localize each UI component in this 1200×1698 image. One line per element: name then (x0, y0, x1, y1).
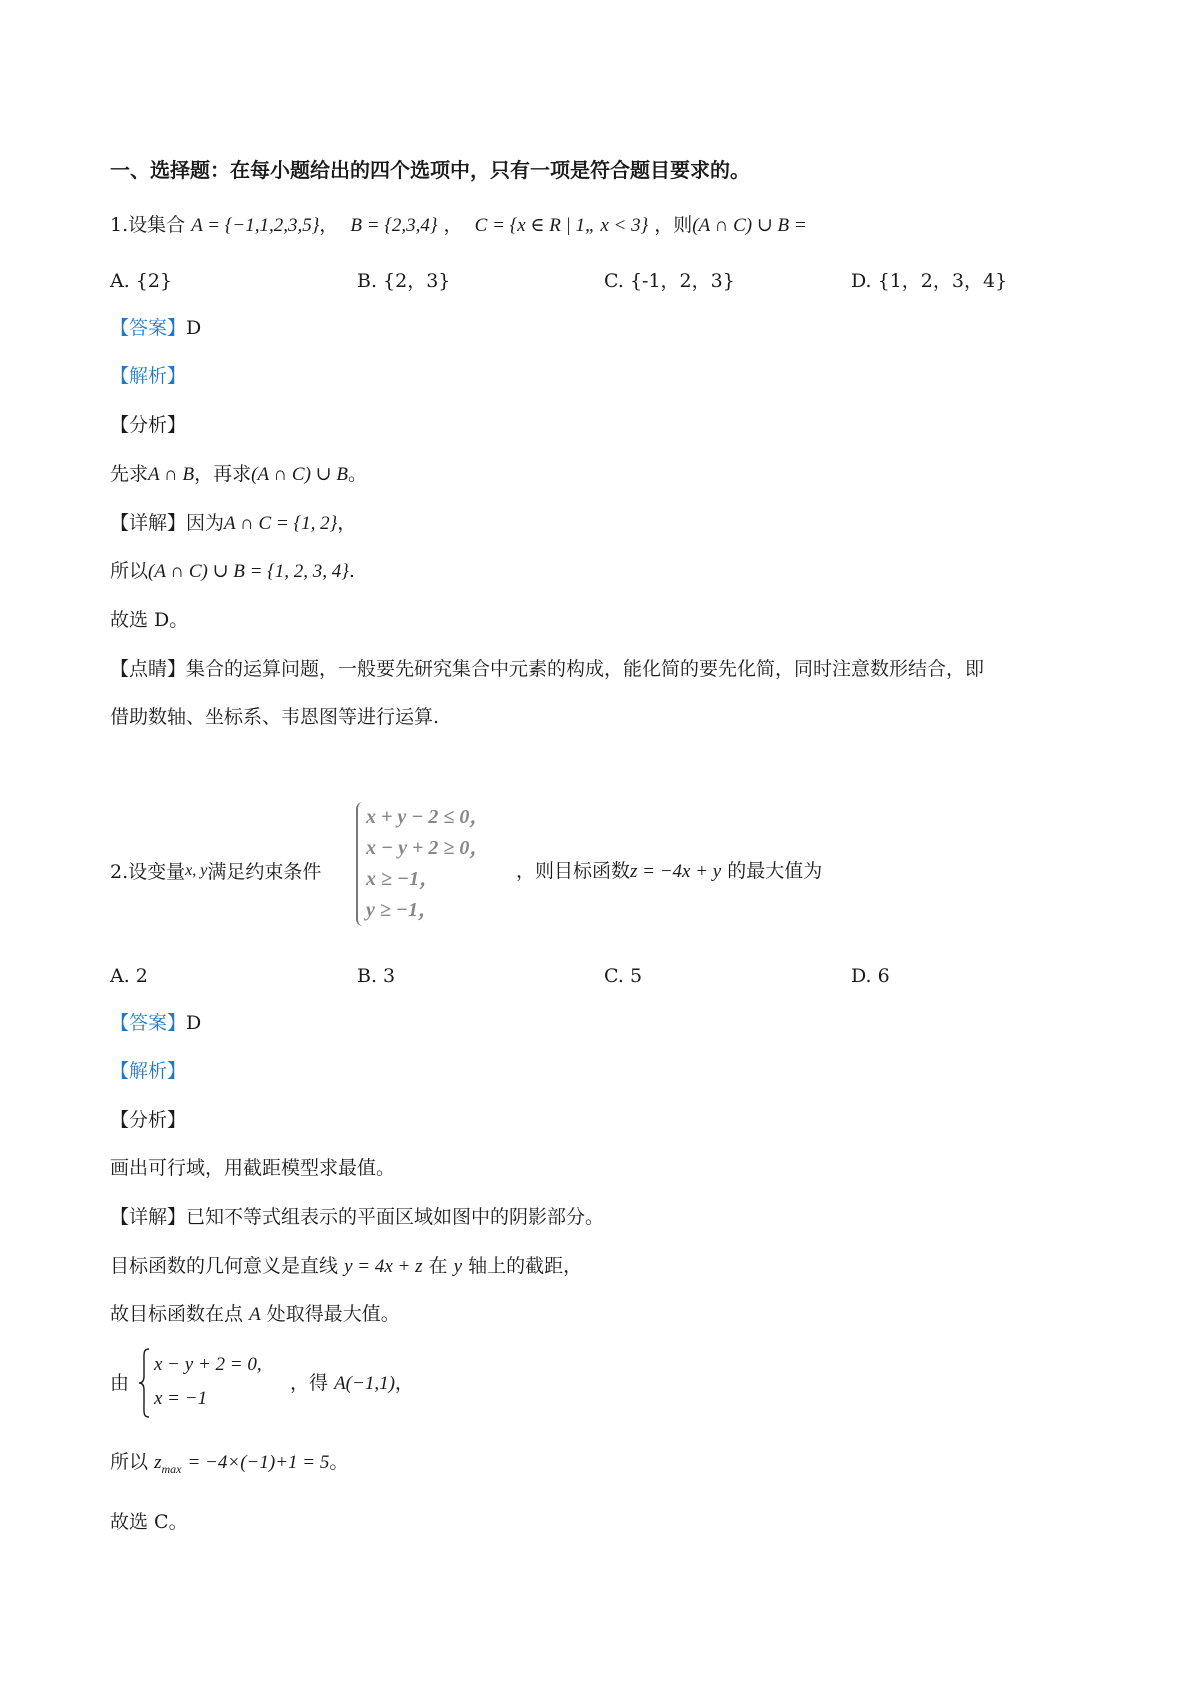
q1-fenxi-end: 。 (347, 463, 367, 485)
q2-fenxi-text: 画出可行域，用截距模型求最值。 (110, 1157, 396, 1179)
q2-constraint-3: x ≥ −1， (366, 868, 440, 890)
q1-option-a: A. {2} (110, 270, 173, 292)
q2-xiangjie-tag: 【详解】 (110, 1206, 187, 1228)
q1-option-d: D. {1，2，3，4} (851, 270, 1008, 292)
q1-dianjing (110, 655, 984, 683)
q1-conclusion: 故选 D。 (110, 609, 189, 631)
q1-xiangjie-end: ， (337, 512, 357, 534)
q2-zmax (110, 1448, 348, 1483)
q2-constraint-system (356, 802, 489, 926)
q1-answer (110, 314, 201, 342)
q2-geometric-meaning (110, 1252, 582, 1281)
q1-jiexi-tag: 【解析】 (110, 365, 187, 387)
q2-stem-pre: 2.设变量 (110, 861, 186, 883)
q2-equation-system (154, 1348, 262, 1416)
q2-stem-right (516, 857, 822, 886)
q1-answer-tag: 【答案】 (110, 317, 187, 339)
q2-constraint-2: x − y + 2 ≥ 0， (366, 837, 490, 859)
q1-option-c: C. {-1，2，3} (604, 270, 735, 292)
q2-fenxi-tag: 【分析】 (110, 1109, 187, 1131)
q2-solution (290, 1369, 414, 1398)
q1-stem-text: 1.设集合 (110, 214, 186, 236)
q1-fenxi-expr1: A ∩ B (148, 464, 195, 485)
q1-fenxi-text2: ，再求 (194, 463, 252, 485)
q1-fenxi-tag: 【分析】 (110, 414, 187, 436)
q2-de-text: ，得 (290, 1372, 329, 1394)
q2-point-a: A(−1,1) (334, 1373, 395, 1394)
q1-result-end: . (348, 560, 355, 582)
q1-stem-expr: (A ∩ C) ∪ B = (692, 215, 807, 236)
section-heading: 一、选择题：在每小题给出的四个选项中，只有一项是符合题目要求的。 (110, 158, 750, 182)
q2-stem-vars: x, y (185, 862, 208, 879)
q1-result-expr: (A ∩ C) ∪ B = {1, 2, 3, 4} (148, 561, 349, 582)
q2-max-text2: 处取得最大值。 (266, 1303, 400, 1325)
q2-stem-mid: 满足约束条件 (207, 861, 322, 883)
brace-symbol (138, 1348, 150, 1418)
q1-dianjing-2: 借助数轴、坐标系、韦恩图等进行运算. (110, 706, 440, 728)
q1-result (110, 557, 355, 586)
q2-xiangjie (110, 1203, 604, 1231)
q2-geo-text3: 轴上的截距， (468, 1255, 583, 1277)
q2-option-d: D. 6 (851, 965, 890, 987)
q2-stem-left (110, 857, 321, 886)
q1-xiangjie-expr: A ∩ C = {1, 2} (224, 513, 338, 534)
q2-xiangjie-text: 已知不等式组表示的平面区域如图中的阴影部分。 (186, 1206, 605, 1228)
q2-equation-2: x = −1 (154, 1388, 208, 1409)
q2-conclusion: 故选 C。 (110, 1511, 188, 1533)
q1-xiangjie-text: 因为 (186, 512, 225, 534)
q2-stem-end: 的最大值为 (727, 860, 823, 882)
q2-option-a: A. 2 (110, 965, 148, 987)
q1-fenxi-expr2: (A ∩ C) ∪ B (251, 464, 348, 485)
q2-stem-post: ，则目标函数 (516, 860, 631, 882)
q1-set-c: C = {x ∈ R | 1„ x < 3} (474, 215, 649, 236)
q1-set-a: A = {−1,1,2,3,5} (191, 215, 320, 236)
q2-answer-tag: 【答案】 (110, 1012, 187, 1034)
q2-geo-text2: 在 (428, 1255, 448, 1277)
q2-answer-value: D (186, 1012, 202, 1034)
q2-max-text: 故目标函数在点 (110, 1303, 244, 1325)
q1-option-b: B. {2，3} (357, 270, 451, 292)
q2-constraint-4: y ≥ −1， (366, 899, 438, 921)
q2-answer (110, 1009, 201, 1037)
q2-max-point (110, 1300, 400, 1329)
q1-answer-value: D (186, 317, 202, 339)
q2-geo-axis: y (453, 1256, 463, 1277)
q2-jiexi-tag: 【解析】 (110, 1060, 187, 1082)
q2-de-end: ， (394, 1372, 414, 1394)
q1-stem-then: ，则 (654, 214, 693, 236)
q1-fenxi-text: 先求 (110, 463, 149, 485)
q2-zmax-pre: 所以 (110, 1451, 149, 1473)
q2-constraint-1: x + y − 2 ≤ 0， (366, 806, 490, 828)
q1-result-text: 所以 (110, 560, 149, 582)
q1-dianjing-text1: 集合的运算问题，一般要先研究集合中元素的构成，能化简的要先化简，同时注意数形结合，即 (186, 658, 985, 680)
q1-set-b: B = {2,3,4} (350, 215, 438, 236)
q2-you-label: 由 (110, 1372, 130, 1394)
q1-stem: 1.设集合 A = {−1,1,2,3,5}， B = {2,3,4} ， C = {x ∈ R | 1„ x < 3} ，则(A ∩ C) ∪ B = (110, 214, 807, 236)
q1-fenxi-line (110, 460, 367, 489)
q2-zmax-expr: = −4×(−1)+1 = 5 (187, 1452, 330, 1473)
q2-max-point-label: A (249, 1304, 261, 1325)
q2-zmax-end: 。 (329, 1451, 349, 1473)
q2-geo-text: 目标函数的几何意义是直线 (110, 1255, 339, 1277)
q2-objective: z = −4x + y (630, 861, 722, 882)
q2-equation-1: x − y + 2 = 0, (154, 1354, 262, 1375)
q2-option-c: C. 5 (604, 965, 643, 987)
q2-geo-line-expr: y = 4x + z (344, 1256, 423, 1277)
q2-zmax-sub: max (161, 1461, 182, 1476)
q1-dianjing-tag: 【点睛】 (110, 658, 187, 680)
q1-xiangjie-tag: 【详解】 (110, 512, 187, 534)
q2-zmax-z: z (154, 1452, 162, 1473)
q1-xiangjie (110, 509, 356, 538)
q2-option-b: B. 3 (357, 965, 396, 987)
